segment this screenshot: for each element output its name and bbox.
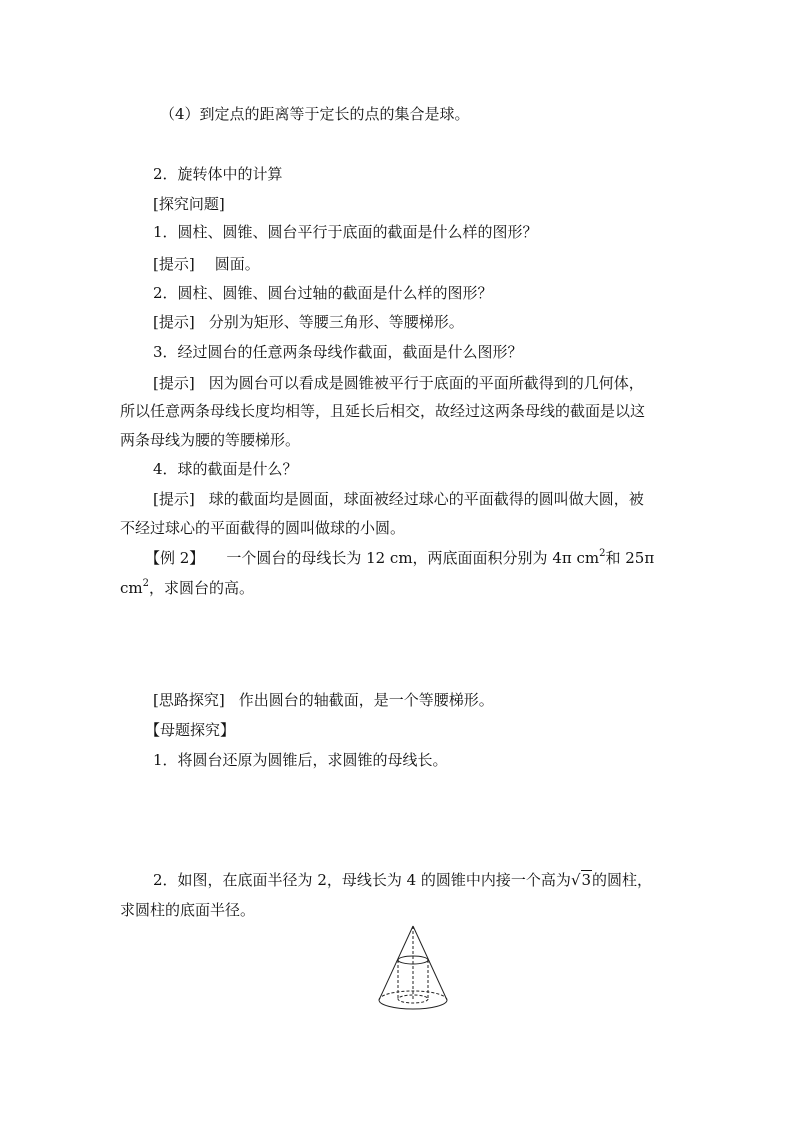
explore-heading: [探究问题] [153,195,225,213]
question-4: 4．球的截面是什么？ [153,460,298,478]
sqrt-3 [571,870,592,890]
answer-4-line-1 [153,489,644,509]
example-2-line-2 [120,578,254,598]
answer-3-text-1: 因为圆台可以看成是圆锥被平行于底面的平面所截得到的几何体， [208,374,644,392]
example-2-line-1 [145,548,654,568]
answer-1-text: 圆面。 [214,255,260,273]
example-2-text-1b: 和 25π [605,549,655,567]
mother-question-1: 1．将圆台还原为圆锥后，求圆锥的母线长。 [153,751,448,769]
idea-label: [思路探究] [153,691,225,709]
answer-2 [153,312,464,332]
example-2-label: 【例 2】 [145,549,205,567]
answer-4-text-1: 球的截面均是圆面，球面被经过球心的平面截得的圆叫做大圆，被 [208,490,644,508]
superscript-2: 2 [599,548,606,559]
mother-question-2-line-1 [153,870,652,890]
sqrt-argument: 3 [581,871,592,889]
item-4: （4）到定点的距离等于定长的点的集合是球。 [160,105,470,123]
cone-with-cylinder-figure [368,922,458,1014]
answer-3-line-2: 所以任意两条母线长度均相等，且延长后相交，故经过这两条母线的截面是以这 [120,402,646,420]
question-2: 2．圆柱、圆锥、圆台过轴的截面是什么样的图形？ [153,284,493,302]
answer-3-line-3: 两条母线为腰的等腰梯形。 [120,431,301,449]
hint-label: [提示] [153,490,195,508]
hint-label: [提示] [153,255,195,273]
mother-question-2-line-2: 求圆柱的底面半径。 [120,901,256,919]
section-heading: 2．旋转体中的计算 [153,165,283,183]
idea-text: 作出圆台的轴截面，是一个等腰梯形。 [238,691,494,709]
answer-2-text: 分别为矩形、等腰三角形、等腰梯形。 [208,313,464,331]
mother-question-2-text-1b: 的圆柱， [592,871,653,889]
mother-question-2-text-1a: 2．如图，在底面半径为 2，母线长为 4 的圆锥中内接一个高为 [153,871,571,889]
sqrt-sign: √ [570,871,581,889]
answer-4-line-2: 不经过球心的平面截得的圆叫做球的小圆。 [120,519,406,537]
question-3: 3．经过圆台的任意两条母线作截面，截面是什么图形？ [153,343,523,361]
idea-line [153,690,494,710]
hint-label: [提示] [153,313,195,331]
hint-label: [提示] [153,374,195,392]
example-2-text-2b: ，求圆台的高。 [149,579,255,597]
mother-problem-heading: 【母题探究】 [145,721,236,739]
example-2-text-1a: 一个圆台的母线长为 12 cm，两底面面积分别为 4π cm [226,549,600,567]
example-2-text-2a: cm [120,579,143,597]
superscript-2: 2 [142,578,149,589]
answer-1 [153,254,260,274]
answer-3-line-1 [153,373,644,393]
question-1: 1．圆柱、圆锥、圆台平行于底面的截面是什么样的图形？ [153,223,538,241]
